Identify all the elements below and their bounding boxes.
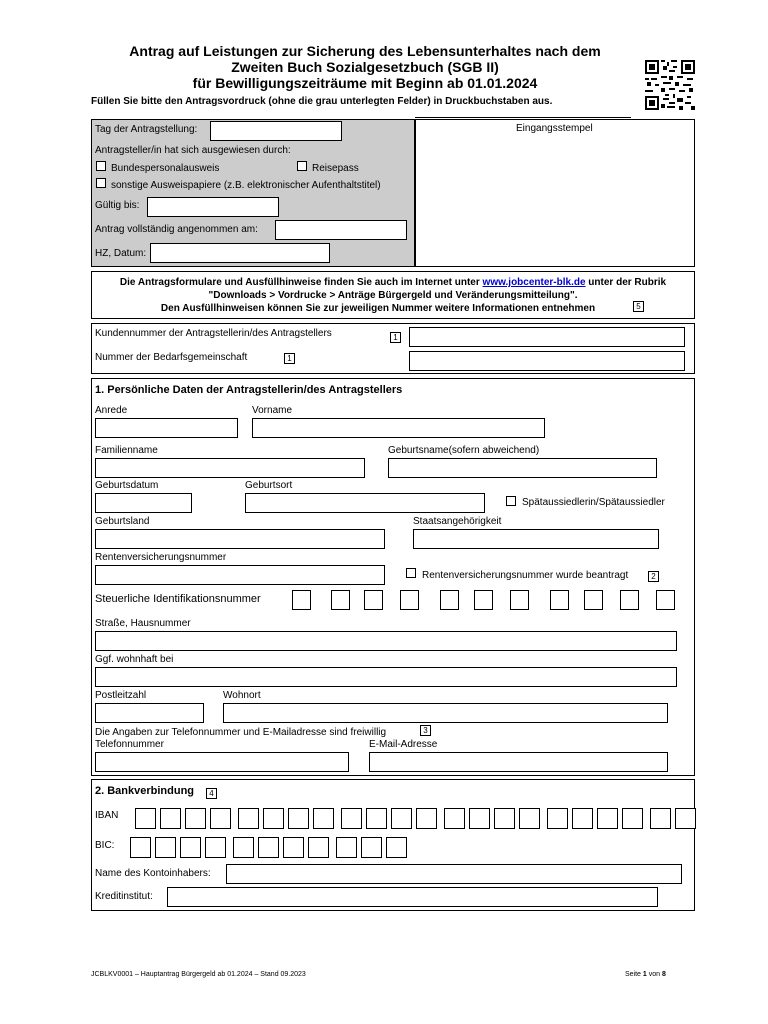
geburtsland-input[interactable] (95, 529, 385, 549)
info-line-2: "Downloads > Vordrucke > Anträge Bürgergeld und Veränderungsmitteilung". (208, 290, 578, 301)
steuer-id-cell[interactable] (656, 590, 675, 610)
bundespersonalausweis-checkbox (96, 161, 106, 171)
page-prefix: Seite (625, 971, 643, 978)
bic-cell[interactable] (308, 837, 329, 858)
stamp-panel (415, 119, 695, 267)
iban-cell[interactable] (313, 808, 334, 829)
iban-cell[interactable] (135, 808, 156, 829)
info-line-1 (91, 276, 695, 289)
footer-page-number (625, 970, 666, 979)
rvnr-ref-badge: 2 (648, 571, 659, 582)
telefon-label: Telefonnummer (95, 739, 164, 750)
steuer-id-cell[interactable] (620, 590, 639, 610)
familienname-input[interactable] (95, 458, 365, 478)
rvnr-label: Rentenversicherungsnummer (95, 552, 227, 563)
wohnort-label: Wohnort (223, 690, 261, 701)
vollstaendig-field (275, 220, 407, 240)
steuer-id-cell[interactable] (510, 590, 529, 610)
reisepass-label: Reisepass (312, 163, 359, 174)
iban-cell[interactable] (650, 808, 671, 829)
kontoinhaber-label: Name des Kontoinhabers: (95, 868, 211, 879)
iban-cell[interactable] (185, 808, 206, 829)
bic-cell[interactable] (180, 837, 201, 858)
bg-nummer-ref-badge: 1 (284, 353, 295, 364)
geburtsname-label: Geburtsname(sofern abweichend) (388, 445, 540, 456)
steuer-id-cell[interactable] (331, 590, 350, 610)
fill-instruction: Füllen Sie bitte den Antragsvordruck (ohne die grau unterlegten Felder) in Druckbuchstaben aus. (91, 96, 553, 107)
iban-cell[interactable] (160, 808, 181, 829)
page-total: 8 (662, 971, 666, 978)
rvnr-input[interactable] (95, 565, 385, 585)
wohnhaft-bei-label: Ggf. wohnhaft bei (95, 654, 174, 665)
hz-datum-field (150, 243, 330, 263)
iban-cell[interactable] (675, 808, 696, 829)
geburtsland-label: Geburtsland (95, 516, 150, 527)
iban-cell[interactable] (263, 808, 284, 829)
iban-cell[interactable] (572, 808, 593, 829)
page-current: 1 (642, 971, 647, 978)
email-input[interactable] (369, 752, 668, 772)
anrede-input[interactable] (95, 418, 238, 438)
strasse-label: Straße, Hausnummer (95, 618, 191, 629)
steuer-id-cell[interactable] (440, 590, 459, 610)
wohnort-input[interactable] (223, 703, 668, 723)
tag-antragstellung-label: Tag der Antragstellung: (95, 124, 198, 135)
geburtsname-input[interactable] (388, 458, 657, 478)
bic-cell[interactable] (386, 837, 407, 858)
iban-cell[interactable] (210, 808, 231, 829)
bic-label: BIC: (95, 840, 115, 851)
wohnhaft-bei-input[interactable] (95, 667, 677, 687)
info-line-1-post: unter der Rubrik (585, 277, 667, 288)
steuer-id-cell[interactable] (400, 590, 419, 610)
spaetaussiedler-checkbox[interactable] (506, 496, 516, 506)
iban-cell[interactable] (341, 808, 362, 829)
freiwillig-label: Die Angaben zur Telefonnummer und E-Mailadresse sind freiwillig (95, 727, 387, 738)
vorname-label: Vorname (252, 405, 293, 416)
kontoinhaber-input[interactable] (226, 864, 682, 884)
vorname-input[interactable] (252, 418, 545, 438)
steuer-id-cell[interactable] (550, 590, 569, 610)
iban-cell[interactable] (238, 808, 259, 829)
spaetaussiedler-label: Spätaussiedlerin/Spätaussiedler (522, 497, 665, 508)
geburtsdatum-input[interactable] (95, 493, 192, 513)
eingangsstempel-label: Eingangsstempel (516, 123, 593, 134)
kreditinstitut-input[interactable] (167, 887, 658, 907)
reisepass-checkbox (297, 161, 307, 171)
gueltig-label: Gültig bis: (95, 200, 140, 211)
staatsangehoerigkeit-label: Staatsangehörigkeit (413, 516, 502, 527)
page-mid: von (646, 971, 662, 978)
plz-input[interactable] (95, 703, 204, 723)
bic-cell[interactable] (233, 837, 254, 858)
kundennummer-label: Kundennummer der Antragstellerin/des Antragstellers (95, 328, 332, 339)
steuer-id-cell[interactable] (292, 590, 311, 610)
iban-cell[interactable] (622, 808, 643, 829)
bg-nummer-input[interactable] (409, 351, 685, 371)
tag-antragstellung-field (210, 121, 342, 141)
familienname-label: Familienname (95, 445, 158, 456)
strasse-input[interactable] (95, 631, 677, 651)
steuer-id-cell[interactable] (474, 590, 493, 610)
iban-cell[interactable] (494, 808, 515, 829)
bic-cell[interactable] (258, 837, 279, 858)
gueltig-field (147, 197, 279, 217)
kundennummer-input[interactable] (409, 327, 685, 347)
rvnr-beantragt-label: Rentenversicherungsnummer wurde beantragt (422, 570, 629, 581)
info-text (91, 276, 695, 315)
vollstaendig-label: Antrag vollständig angenommen am: (95, 224, 258, 235)
info-ref-badge: 5 (633, 301, 644, 312)
bundespersonalausweis-label: Bundespersonalausweis (111, 163, 220, 174)
section2-title: 2. Bankverbindung (95, 785, 195, 797)
iban-cell[interactable] (366, 808, 387, 829)
iban-cell[interactable] (288, 808, 309, 829)
iban-cell[interactable] (391, 808, 412, 829)
bic-cell[interactable] (336, 837, 357, 858)
hz-datum-label: HZ, Datum: (95, 248, 147, 259)
bic-cell[interactable] (283, 837, 304, 858)
geburtsdatum-label: Geburtsdatum (95, 480, 159, 491)
freiwillig-ref-badge: 3 (420, 725, 431, 736)
iban-cell[interactable] (597, 808, 618, 829)
iban-cell[interactable] (416, 808, 437, 829)
title-line-3: für Bewilligungszeiträume mit Beginn ab 01.01.2024 (192, 75, 538, 91)
geburtsort-label: Geburtsort (245, 480, 293, 491)
sonstige-label: sonstige Ausweispapiere (z.B. elektronischer Aufenthaltstitel) (111, 180, 381, 191)
iban-cell[interactable] (444, 808, 465, 829)
title-line-2: Zweiten Buch Sozialgesetzbuch (SGB II) (231, 59, 499, 75)
sonstige-checkbox (96, 178, 106, 188)
page-title (80, 43, 650, 91)
anrede-label: Anrede (95, 405, 128, 416)
bic-cell[interactable] (205, 837, 226, 858)
geburtsort-input[interactable] (245, 493, 485, 513)
kundennummer-ref-badge: 1 (390, 332, 401, 343)
steuer-id-cell[interactable] (364, 590, 383, 610)
iban-cell[interactable] (547, 808, 568, 829)
section1-title: 1. Persönliche Daten der Antragstellerin/des Antragstellers (95, 384, 403, 396)
info-line-3: Den Ausfüllhinweisen können Sie zur jeweiligen Nummer weitere Informationen entnehmen (160, 303, 596, 314)
iban-label: IBAN (95, 810, 119, 821)
rvnr-beantragt-checkbox[interactable] (406, 568, 416, 578)
email-label: E-Mail-Adresse (369, 739, 438, 750)
bic-cell[interactable] (361, 837, 382, 858)
ausgewiesen-label: Antragsteller/in hat sich ausgewiesen durch: (95, 145, 291, 156)
bank-ref-badge: 4 (206, 788, 217, 799)
info-line-1-pre: Die Antragsformulare und Ausfüllhinweise finden Sie auch im Internet unter (119, 277, 483, 288)
steuer-id-cell[interactable] (584, 590, 603, 610)
qr-code-icon (645, 60, 695, 110)
steuer-id-label: Steuerliche Identifikationsnummer (95, 593, 261, 605)
bg-nummer-label: Nummer der Bedarfsgemeinschaft (95, 352, 248, 363)
bic-cell[interactable] (130, 837, 151, 858)
footer-form-id: JCBLKV0001 – Hauptantrag Bürgergeld ab 01.2024 – Stand 09.2023 (91, 971, 306, 978)
telefon-input[interactable] (95, 752, 349, 772)
staatsangehoerigkeit-input[interactable] (413, 529, 659, 549)
plz-label: Postleitzahl (95, 690, 147, 701)
iban-cell[interactable] (469, 808, 490, 829)
header-rule (415, 117, 631, 118)
bic-cell[interactable] (155, 837, 176, 858)
jobcenter-link[interactable]: www.jobcenter-blk.de (482, 277, 586, 288)
iban-cell[interactable] (519, 808, 540, 829)
kreditinstitut-label: Kreditinstitut: (95, 891, 153, 902)
title-line-1: Antrag auf Leistungen zur Sicherung des Lebensunterhaltes nach dem (129, 43, 601, 59)
